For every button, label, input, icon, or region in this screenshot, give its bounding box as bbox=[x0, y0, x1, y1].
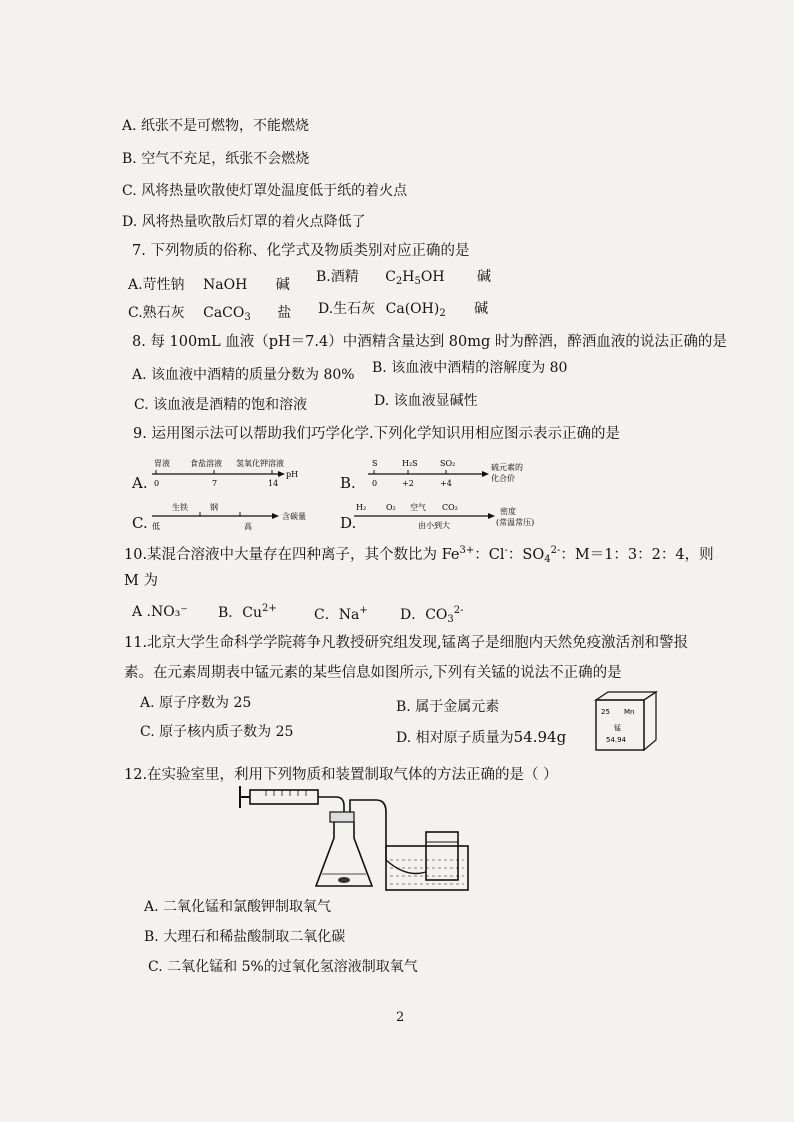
q7-a-class: 碱 bbox=[275, 277, 290, 293]
q11-stem-line1: 11.北京大学生命科学学院蒋争凡教授研究组发现,锰离子是细胞内天然免疫激活剂和警报 bbox=[124, 635, 689, 651]
q9-a-tag-1: 食盐溶液 bbox=[190, 459, 222, 468]
q7-option-b bbox=[316, 266, 491, 287]
q7-a-label: A.苛性钠 bbox=[128, 277, 185, 293]
q9-b-axis-label-1: 硫元素的 bbox=[491, 463, 523, 472]
q9-b-tag-1: H₂S bbox=[402, 459, 418, 468]
q9-d-axis-label-1: 密度 bbox=[500, 507, 516, 516]
q9-option-a-label: A. bbox=[132, 474, 148, 492]
q10-option-c: C．Na+ bbox=[314, 605, 368, 623]
q9-b-tick-2: +4 bbox=[440, 479, 452, 488]
q9-a-axis-label: pH bbox=[286, 470, 299, 479]
q8-option-a: A. 该血液中酒精的质量分数为 80% bbox=[132, 367, 355, 383]
q7-option-c bbox=[128, 302, 291, 323]
q8-stem: 8. 每 100mL 血液（pH＝7.4）中酒精含量达到 80mg 时为醉酒，醉酒血液的说法正确的是 bbox=[132, 334, 727, 350]
q9-c-axis-label: 含碳量 bbox=[282, 512, 306, 521]
q9-d-density-scale bbox=[350, 498, 550, 538]
q9-d-note: 由小到大 bbox=[418, 521, 450, 530]
q9-b-tick-1: +2 bbox=[402, 479, 414, 488]
q7-option-a bbox=[128, 274, 290, 294]
q9-c-tick-1: 高 bbox=[244, 522, 252, 531]
q7-c-label: C.熟石灰 bbox=[128, 305, 185, 321]
q7-option-d bbox=[318, 298, 488, 319]
q9-d-tag-0: H₂ bbox=[356, 503, 367, 512]
q9-b-tag-2: SO₂ bbox=[440, 459, 456, 468]
q7-stem: 7. 下列物质的俗称、化学式及物质类别对应正确的是 bbox=[132, 243, 470, 259]
q9-option-c-label: C. bbox=[132, 514, 148, 532]
gas-apparatus-diagram bbox=[236, 782, 476, 894]
q11-option-a: A. 原子序数为 25 bbox=[140, 695, 252, 711]
q11-option-b: B. 属于金属元素 bbox=[396, 699, 500, 715]
q10-option-b: B．$Cu^{2+}$ bbox=[218, 603, 277, 621]
q12-option-a: A. 二氧化锰和氯酸钾制取氧气 bbox=[144, 899, 332, 915]
q9-a-tick-1: 7 bbox=[212, 479, 218, 488]
q9-c-tick-0: 低 bbox=[152, 522, 160, 531]
q10-option-d: D．$CO_3^{2-}$ bbox=[400, 605, 464, 625]
q8-option-b: B. 该血液中酒精的溶解度为 80 bbox=[372, 360, 568, 376]
q12-option-c: C. 二氧化锰和 5%的过氧化氢溶液制取氧气 bbox=[148, 959, 418, 975]
q7-d-label: D.生石灰 bbox=[318, 301, 376, 317]
mn-atomic-number: 25 bbox=[601, 708, 610, 716]
q7-c-formula: CaCO$_3$ bbox=[203, 305, 251, 323]
mn-atomic-mass: 54.94 bbox=[606, 736, 627, 744]
q7-b-class: 碱 bbox=[477, 269, 492, 285]
q6-option-a: A. 纸张不是可燃物，不能燃烧 bbox=[122, 118, 310, 134]
q10-stem: 10.某混合溶液中大量存在四种离子，其个数比为 $Fe^{3+}$：Cl-：$SO_4^{2-}$：M＝1：3：2：4，则 bbox=[124, 545, 714, 565]
q9-a-tag-0: 胃液 bbox=[154, 459, 170, 468]
page-number: 2 bbox=[396, 1010, 405, 1025]
q9-d-tag-1: O₂ bbox=[386, 503, 396, 512]
q11-stem-line2: 素。在元素周期表中锰元素的某些信息如图所示,下列有关锰的说法不正确的是 bbox=[124, 665, 622, 681]
q9-a-tag-2: 氢氧化钾溶液 bbox=[236, 459, 284, 468]
q7-b-formula: $C_2H_5OH$ bbox=[385, 269, 445, 287]
q6-option-c: C. 风将热量吹散使灯罩处温度低于纸的着火点 bbox=[122, 183, 408, 199]
q8-option-c: C. 该血液是酒精的饱和溶液 bbox=[134, 397, 308, 413]
q6-option-b: B. 空气不充足，纸张不会燃烧 bbox=[122, 151, 310, 167]
q7-d-formula: $Ca(OH)_2$ bbox=[385, 301, 446, 319]
q6-option-d: D. 风将热量吹散后灯罩的着火点降低了 bbox=[122, 214, 366, 230]
manganese-element-cell bbox=[594, 690, 658, 754]
q12-option-b: B. 大理石和稀盐酸制取二氧化碳 bbox=[144, 929, 346, 945]
q9-c-tag-1: 钢 bbox=[210, 503, 218, 512]
q9-option-d-label: D. bbox=[340, 514, 357, 532]
q8-option-d: D. 该血液显碱性 bbox=[374, 393, 478, 409]
mn-symbol: Mn bbox=[624, 708, 635, 716]
q9-a-tick-0: 0 bbox=[154, 479, 160, 488]
q9-b-axis-label-2: 化合价 bbox=[491, 474, 515, 483]
q9-c-tag-0: 生铁 bbox=[172, 503, 188, 512]
q7-a-formula: NaOH bbox=[203, 277, 248, 293]
q9-b-tick-0: 0 bbox=[372, 479, 378, 488]
q7-d-class: 碱 bbox=[474, 301, 489, 317]
q9-d-tag-2: 空气 bbox=[410, 503, 426, 512]
mn-name: 锰 bbox=[614, 724, 621, 732]
q11-option-d: D. 相对原子质量为54.94g bbox=[396, 728, 567, 746]
q9-b-tag-0: S bbox=[372, 459, 378, 468]
q9-option-b-label: B. bbox=[340, 474, 356, 492]
q11-option-c: C. 原子核内质子数为 25 bbox=[140, 724, 294, 740]
q9-b-valence-scale bbox=[364, 456, 534, 490]
q9-d-axis-label-2: (常温常压) bbox=[496, 518, 535, 527]
q7-b-label: B.酒精 bbox=[316, 269, 359, 285]
q9-d-tag-3: CO₂ bbox=[442, 503, 458, 512]
q10-stem-line2: M 为 bbox=[124, 573, 158, 589]
q9-c-carbon-scale bbox=[148, 500, 338, 534]
q9-stem: 9. 运用图示法可以帮助我们巧学化学.下列化学知识用相应图示表示正确的是 bbox=[133, 426, 621, 442]
q7-c-class: 盐 bbox=[277, 305, 292, 321]
q10-option-a: A .NO₃⁻ bbox=[132, 604, 188, 620]
q9-a-tick-2: 14 bbox=[268, 479, 279, 488]
q9-a-ph-scale bbox=[148, 456, 308, 490]
q12-stem: 12.在实验室里，利用下列物质和装置制取气体的方法正确的是（ ） bbox=[124, 767, 558, 783]
